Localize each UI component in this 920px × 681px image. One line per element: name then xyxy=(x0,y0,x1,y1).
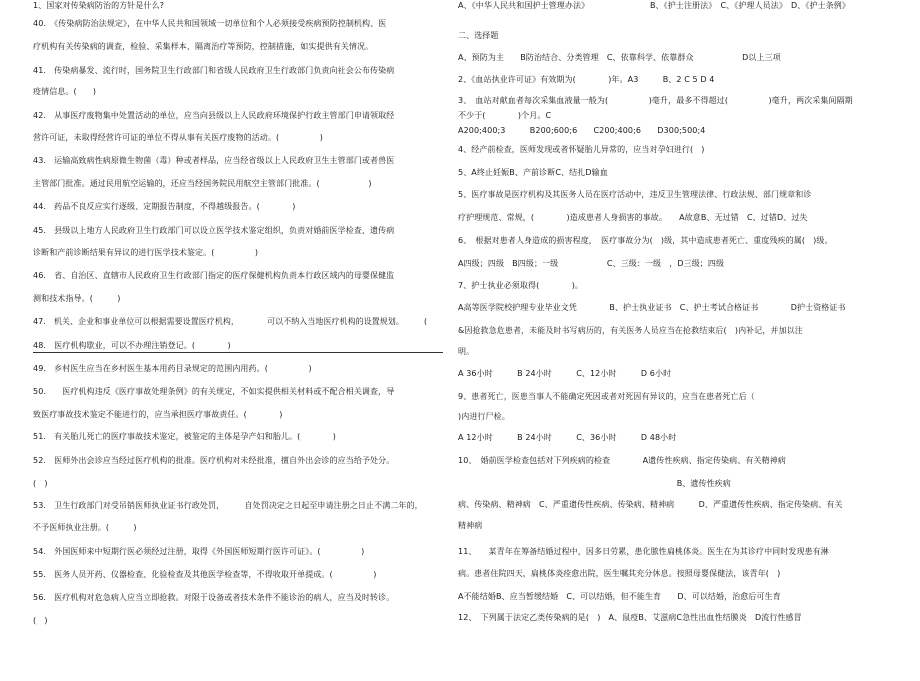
right-line: A不能结婚B、应当暂缓结婚 C、可以结婚，但不能生育 D、可以结婚，治愈后可生育 xyxy=(458,592,781,601)
right-line: 6、 根据对患者人身造成的损害程度， 医疗事故分为( )级，其中造成患者死亡、重度残疾的属( )级。 xyxy=(458,236,833,245)
left-line: 42. 从事医疗废物集中处置活动的单位，应当向县级以上人民政府环境保护行政主管部门申请领取经 xyxy=(33,111,395,120)
underline-rule xyxy=(33,352,443,353)
left-line: 53. 卫生行政部门对受吊销医师执业证书行政处罚， 自处罚决定之日起至申请注册之日止不满二年的， xyxy=(33,501,423,510)
right-line: 7、护士执业必须取得( )。 xyxy=(458,281,584,290)
left-line: 疗机构有关传染病的调查，检验、采集样本、隔离治疗等预防，控制措施，如实提供有关情况。 xyxy=(33,42,374,51)
right-line: 11、 某青年在筹备结婚过程中，因多日劳累，患化脓性扁桃体炎。医生在为其诊疗中同时发现患有淋 xyxy=(458,547,829,556)
right-line: 5、医疗事故是医疗机构及其医务人员在医疗活动中，违反卫生管理法律、行政法规、部门规章和诊 xyxy=(458,190,812,199)
left-line: 52. 医师外出会诊应当经过医疗机构的批准。医疗机构对未经批准，擅自外出会诊的应当给予处分。 xyxy=(33,456,395,465)
right-line: 2、《血站执业许可证》有效期为( )年。A3 B、2 C 5 D 4 xyxy=(458,75,715,84)
right-line: A200;400;3 B200;600;6 C200;400;6 D300;500;4 xyxy=(458,126,706,135)
left-line: 48. 医疗机构歇业，可以不办理注销登记。( ) xyxy=(33,341,231,350)
left-line: 不予医师执业注册。( ) xyxy=(33,523,137,532)
left-line: ( ) xyxy=(33,616,48,625)
right-line: A四级；四级 B四级；一级 C、三级：一级 ，D三级；四级 xyxy=(458,259,725,268)
left-line: 55. 医务人员开药、仪器检查、化验检查及其他医学检查等，不得收取开单提成。( ) xyxy=(33,570,377,579)
left-line: 44. 药品不良反应实行逐级、定期报告制度，不得越级报告。( ) xyxy=(33,202,296,211)
left-line: 47. 机关、企业和事业单位可以根据需要设置医疗机构， 可以不纳入当地医疗机构的设置规划。 ( xyxy=(33,317,444,326)
left-line: 41. 传染病暴发、流行时，国务院卫生行政部门和省级人民政府卫生行政部门负责向社会公布传染病 xyxy=(33,66,395,75)
right-line: 12、 下列属于法定乙类传染病的是( ) A、鼠疫B、艾滋病C急性出血性结膜炎 D流行性感冒 xyxy=(458,613,802,622)
left-line: 营许可证，未取得经营许可证的单位不得从事有关医疗废物的活动。( ) xyxy=(33,133,323,142)
right-line: A、《中华人民共和国护士管理办法》 B、《护士注册法》 C、《护理人员法》 D、《护士条例》 xyxy=(458,1,851,10)
right-line: 病。患者住院四天，扁桃体炎痊愈出院，医生嘱其充分休息。按照母婴保健法，该青年( ) xyxy=(458,569,781,578)
right-line: 3、 血站对献血者每次采集血液量一般为( )毫升，最多不得超过( )毫升，两次采集间隔期 xyxy=(458,96,853,105)
left-line: 43. 运输高致病性病原微生物菌（毒）种或者样品，应当经省级以上人民政府卫生主管部门或者兽医 xyxy=(33,156,395,165)
right-line: A、预防为主 B防治结合、分类管理 C、依靠科学、依靠群众 D以上三项 xyxy=(458,53,781,62)
left-line: 40. 《传染病防治法规定》，在中华人民共和国领域一切单位和个人必须接受疾病预防控制机构、医 xyxy=(33,19,387,28)
left-line: 1、国家对传染病防治的方针是什么? xyxy=(33,1,165,10)
left-line: 主管部门批准。通过民用航空运输的，还应当经国务院民用航空主管部门批准。( ) xyxy=(33,179,372,188)
left-line: ( ) xyxy=(33,479,48,488)
left-line: 49. 乡村医生应当在乡村医生基本用药目录规定的范围内用药。( ) xyxy=(33,364,312,373)
left-line: 46. 省、自治区、直辖市人民政府卫生行政部门指定的医疗保健机构负责本行政区域内的母婴保健监 xyxy=(33,271,395,280)
right-line: 疗护理规范、常规，( )造成患者人身损害的事故。 A故意B、无过错 C、过错D、过失 xyxy=(458,213,808,222)
right-line: A 12小时 B 24小时 C、36小时 D 48小时 xyxy=(458,433,677,442)
right-line: 9、患者死亡，医患当事人不能确定死因或者对死因有异议的，应当在患者死亡后（ xyxy=(458,392,755,401)
left-line: 45. 县级以上地方人民政府卫生行政部门可以设立医学技术鉴定组织，负责对婚前医学检查、遗传病 xyxy=(33,226,395,235)
right-line: A 36小时 B 24小时 C、12小时 D 6小时 xyxy=(458,369,672,378)
left-line: 56. 医疗机构对危急病人应当立即抢救。对限于设备或者技术条件不能诊治的病人，应当及时转诊。 xyxy=(33,593,395,602)
left-line: 54. 外国医师来中短期行医必须经过注册，取得《外国医师短期行医许可证》。( ) xyxy=(33,547,365,556)
right-line: 5、A终止妊娠B、产前诊断C、结扎D输血 xyxy=(458,168,608,177)
right-line: 明。 xyxy=(458,347,475,356)
right-line: 病、传染病、精神病 C、严重遗传性疾病、传染病、精神病 D、严重遗传性疾病、指定传染病、有关 xyxy=(458,500,843,509)
right-line: &因抢救急危患者，未能及时书写病历的，有关医务人员应当在抢救结束后( )内补记，并加以注 xyxy=(458,326,803,335)
right-line: B、遗传性疾病 xyxy=(458,479,731,488)
left-line: 50. 医疗机构违反《医疗事故处理条例》的有关规定，不如实提供相关材料或不配合相关调查，导 xyxy=(33,387,395,396)
right-line: 10、 婚前医学检查包括对下列疾病的检查 A遗传性疾病、指定传染病、有关精神病 xyxy=(458,456,786,465)
left-line: 疫情信息。( ) xyxy=(33,87,97,96)
right-line: )内进行尸检。 xyxy=(458,412,510,421)
left-line: 诊断和产前诊断结果有异议的进行医学技术鉴定。( ) xyxy=(33,248,259,257)
right-line: 二、选择题 xyxy=(458,31,499,40)
right-line: 精神病 xyxy=(458,521,483,530)
left-line: 测和技术指导。( ) xyxy=(33,294,121,303)
left-line: 51. 有关胎儿死亡的医疗事故技术鉴定，被鉴定的主体是孕产妇和胎儿。( ) xyxy=(33,432,336,441)
left-line: 致医疗事故技术鉴定不能进行的，应当承担医疗事故责任。( ) xyxy=(33,410,283,419)
right-line: 4、经产前检查，医师发现或者怀疑胎儿异常的，应当对孕妇进行( ) xyxy=(458,145,705,154)
right-line: 不少于( )个月。C xyxy=(458,111,552,120)
right-line: A高等医学院校护理专业毕业文凭 B、护士执业证书 C、护士考试合格证书 D护士资格证书 xyxy=(458,303,846,312)
